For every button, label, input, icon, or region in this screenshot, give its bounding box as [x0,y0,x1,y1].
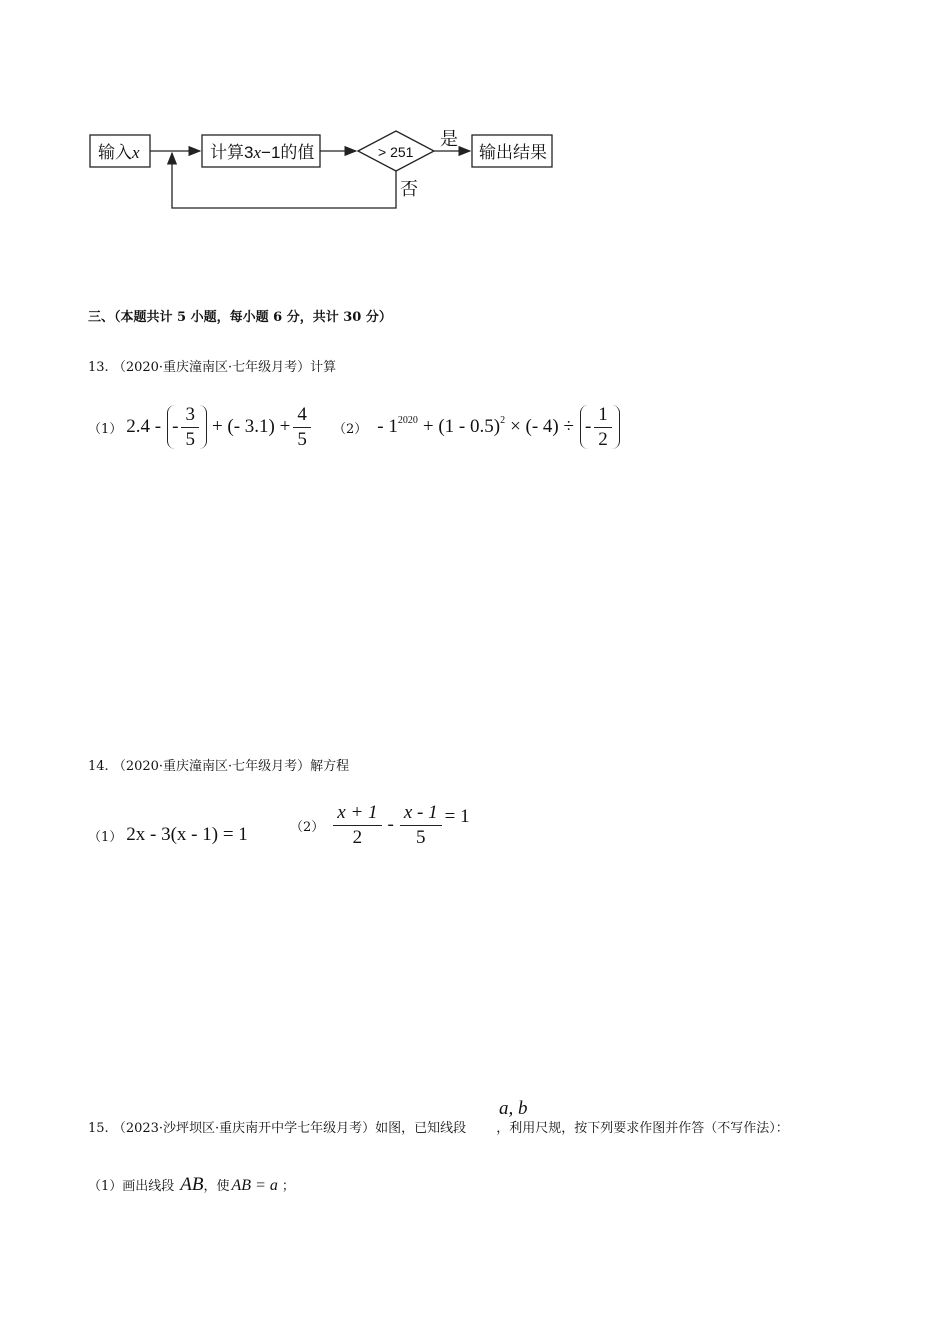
expr2-frac-num: 1 [594,405,612,428]
q14-source: （2020·重庆潼南区·七年级月考）解方程 [112,759,350,774]
eq2-frac2 [400,803,442,848]
output-label: 输出结果 [479,143,547,162]
q15-part1-label: （1）画出线段 [88,1179,175,1194]
q13-part1-label: （1） [88,421,123,437]
input-label: 输入x [98,143,140,162]
expr2-frac [594,405,612,450]
q14-part2-label: （2） [290,819,325,835]
q13-part1 [88,402,314,452]
frac1-den: 5 [185,428,195,450]
expr2-paren [580,405,620,450]
frac2-den: 5 [297,428,307,450]
decision-label: > 251 [378,144,414,160]
no-label: 否 [400,179,418,199]
q15-rest: ，利用尺规，按下列要求作图并作答（不写作法）： [496,1121,789,1136]
flowchart [0,0,950,240]
expr1-term-a: 2.4 - [126,416,162,437]
q14-header [88,755,349,774]
expr1-neg: - [172,416,179,437]
q15-source: （2023·沙坪坝区·重庆南开中学七年级月考）如图，已知线段 [112,1121,467,1136]
frac2-num: 4 [293,405,311,428]
eq2-frac1-num: x + 1 [333,803,381,826]
eq2-frac1 [333,803,381,848]
q14-eq2 [330,803,469,848]
q14-part1-label: （1） [88,829,123,845]
eq2-frac1-den: 2 [352,826,363,848]
section-heading: 三、（本题共计 5 小题，每小题 6 分，共计 30 分） [88,310,392,325]
expr2-exp2: 2 [500,414,506,426]
eq2-minus: - [387,814,394,835]
q13-part2-label: （2） [333,421,368,437]
q13-number: 13. [88,360,109,375]
expr1-term-b: + (- 3.1) + [211,416,291,437]
q13-expr1 [126,405,314,450]
expr2-exp: 2020 [397,414,418,426]
expr1-paren [167,405,207,450]
expr2-term-b: + (1 - 0.5) [422,416,501,437]
expr1-frac1 [181,405,199,450]
expr2-term-c: × (- 4) ÷ [510,416,574,437]
q15-part1 [88,1174,295,1196]
yes-label: 是 [440,129,458,149]
eq2-frac2-den: 5 [416,826,426,848]
q15-number: 15. [88,1121,109,1136]
q15-part1-end: ； [281,1179,295,1194]
eq2-rhs: = 1 [444,806,470,827]
q15-part1-eq: AB = a [231,1177,278,1194]
q14-eq1: 2x - 3(x - 1) = 1 [126,824,248,845]
q14-number: 14. [88,759,109,774]
expr2-neg: - [584,416,592,437]
expr1-frac2 [293,405,311,450]
q13-part2 [333,402,620,452]
eq2-frac2-num: x - 1 [400,803,442,826]
q14-part1 [88,818,248,852]
q15-part1-seg: AB [180,1174,204,1195]
q15-vars: a, b [499,1098,528,1119]
expr2-term-a: - 1 [377,416,398,437]
q13-header [88,356,336,375]
frac1-num: 3 [181,405,199,428]
expr2-frac-den: 2 [598,428,608,450]
q14-part2 [290,800,470,850]
compute-label: 计算3x−1的值 [210,143,315,162]
q15-part1-mid: ，使 [203,1179,230,1194]
q13-expr2 [377,405,619,450]
q15-header [88,1117,789,1136]
q13-source: （2020·重庆潼南区·七年级月考）计算 [112,360,337,375]
